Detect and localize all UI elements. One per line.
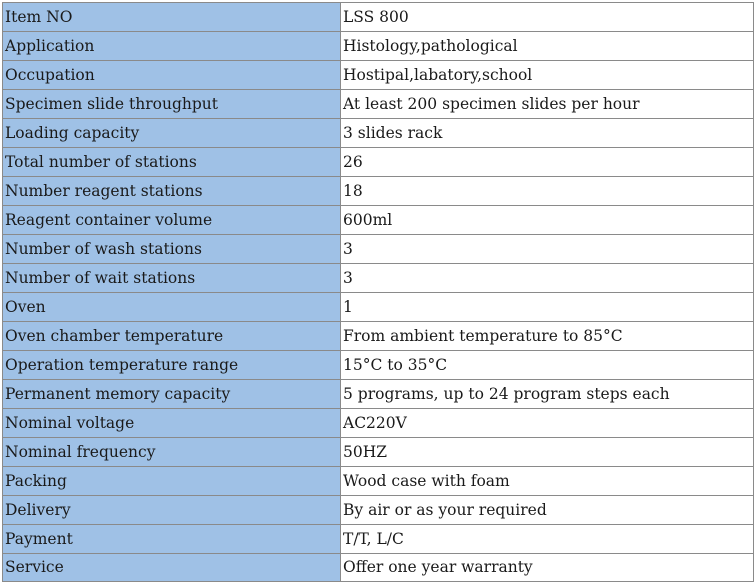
spec-label-cell: Operation temperature range [3, 351, 341, 380]
spec-value-cell: Histology,pathological [341, 32, 754, 61]
spec-label-cell: Total number of stations [3, 148, 341, 177]
spec-value-cell: 5 programs, up to 24 program steps each [341, 380, 754, 409]
table-row [3, 554, 754, 582]
spec-value-cell: Offer one year warranty [341, 554, 754, 582]
spec-label-cell: Oven chamber temperature [3, 322, 341, 351]
specification-table-body [3, 3, 754, 582]
table-row [3, 322, 754, 351]
spec-value-cell: From ambient temperature to 85°C [341, 322, 754, 351]
spec-value-cell: 26 [341, 148, 754, 177]
spec-label-cell: Specimen slide throughput [3, 90, 341, 119]
spec-label-cell: Reagent container volume [3, 206, 341, 235]
spec-value-cell: 1 [341, 293, 754, 322]
spec-value-cell: LSS 800 [341, 3, 754, 32]
table-row [3, 119, 754, 148]
spec-label-cell: Nominal voltage [3, 409, 341, 438]
spec-value-cell: Wood case with foam [341, 467, 754, 496]
table-row [3, 177, 754, 206]
spec-label-cell: Number of wait stations [3, 264, 341, 293]
spec-label-cell: Oven [3, 293, 341, 322]
table-row [3, 90, 754, 119]
spec-value-cell: 3 slides rack [341, 119, 754, 148]
table-row [3, 351, 754, 380]
spec-value-cell: 600ml [341, 206, 754, 235]
spec-label-cell: Occupation [3, 61, 341, 90]
spec-label-cell: Service [3, 554, 341, 582]
table-row [3, 496, 754, 525]
spec-value-cell: By air or as your required [341, 496, 754, 525]
table-row [3, 148, 754, 177]
spec-value-cell: AC220V [341, 409, 754, 438]
spec-value-cell: T/T, L/C [341, 525, 754, 554]
spec-value-cell: 3 [341, 264, 754, 293]
spec-label-cell: Payment [3, 525, 341, 554]
spec-label-cell: Application [3, 32, 341, 61]
table-row [3, 525, 754, 554]
spec-value-cell: At least 200 specimen slides per hour [341, 90, 754, 119]
spec-value-cell: 3 [341, 235, 754, 264]
table-row [3, 32, 754, 61]
spec-label-cell: Nominal frequency [3, 438, 341, 467]
table-row [3, 206, 754, 235]
table-row [3, 409, 754, 438]
spec-value-cell: 18 [341, 177, 754, 206]
table-row [3, 380, 754, 409]
spec-label-cell: Packing [3, 467, 341, 496]
table-row [3, 264, 754, 293]
spec-value-cell: Hostipal,labatory,school [341, 61, 754, 90]
spec-label-cell: Permanent memory capacity [3, 380, 341, 409]
table-row [3, 293, 754, 322]
table-row [3, 438, 754, 467]
spec-label-cell: Item NO [3, 3, 341, 32]
spec-label-cell: Delivery [3, 496, 341, 525]
table-row [3, 61, 754, 90]
specification-table [2, 2, 754, 582]
table-row [3, 467, 754, 496]
spec-label-cell: Number reagent stations [3, 177, 341, 206]
spec-label-cell: Loading capacity [3, 119, 341, 148]
table-row [3, 235, 754, 264]
spec-label-cell: Number of wash stations [3, 235, 341, 264]
spec-value-cell: 15°C to 35°C [341, 351, 754, 380]
spec-value-cell: 50HZ [341, 438, 754, 467]
table-row [3, 3, 754, 32]
